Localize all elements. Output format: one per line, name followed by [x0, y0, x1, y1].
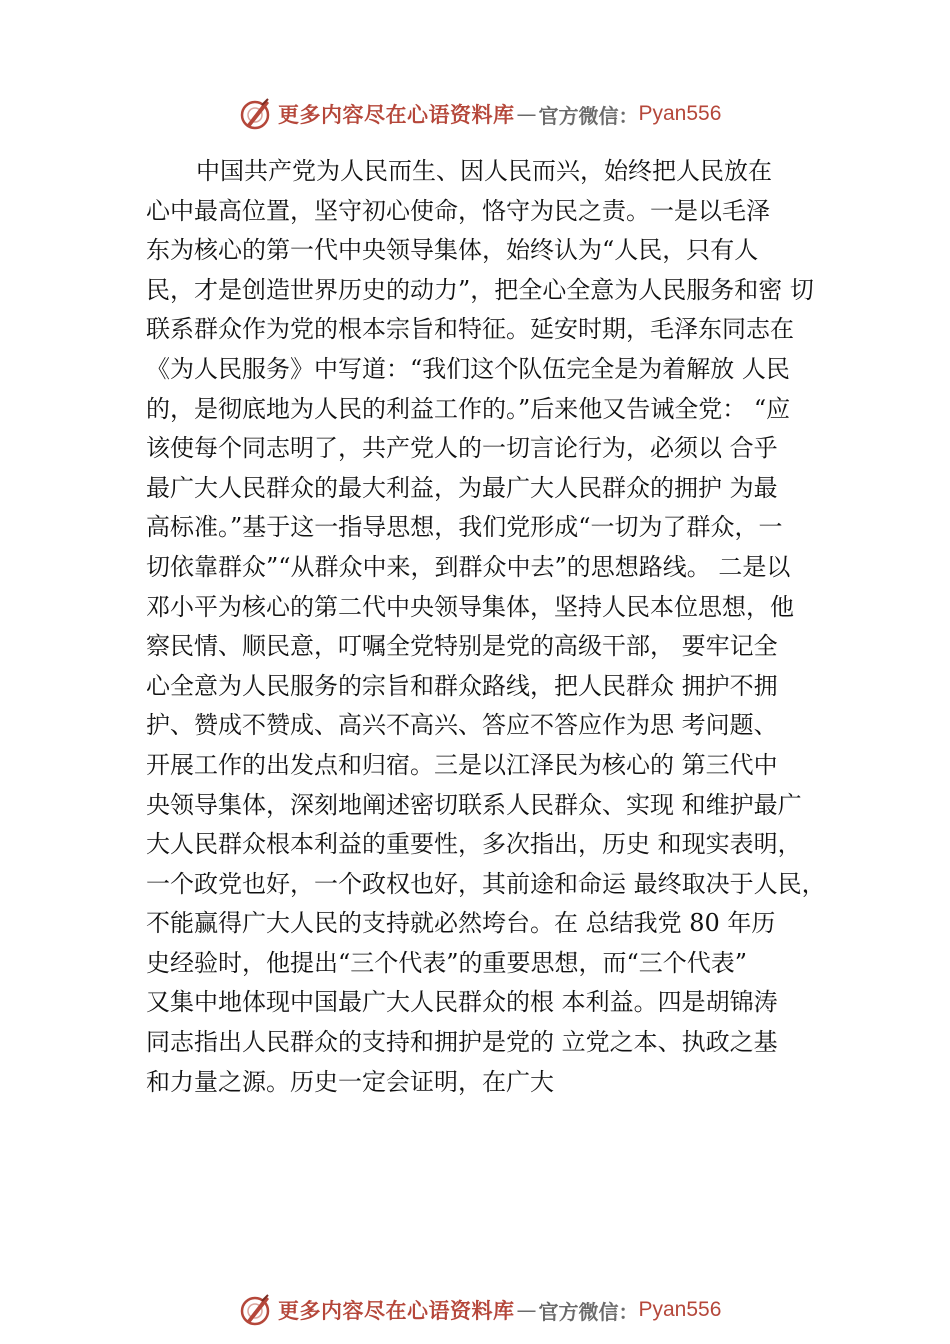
text-line: 最广大人民群众的最大利益，为最广大人民群众的拥护 为最	[146, 473, 778, 502]
text-line: 大人民群众根本利益的重要性，多次指出，历史 和现实表明，	[146, 830, 802, 859]
banner-separator: —	[516, 1298, 537, 1322]
text-line: 心全意为人民服务的宗旨和群众路线，把人民群众 拥护不拥	[146, 671, 778, 700]
quill-pen-circle-icon	[238, 1292, 274, 1328]
text-line: 察民情、顺民意，叮嘱全党特别是党的高级干部， 要牢记全	[146, 632, 778, 661]
text-line: 东为核心的第一代中央领导集体，始终认为“人民，只有人	[146, 236, 759, 265]
document-body	[146, 152, 836, 1102]
wechat-id: Pyan556	[638, 1298, 722, 1321]
text-line: 的，是彻底地为人民的利益工作的。”后来他又告诫全党： “应	[146, 394, 791, 423]
text-line: 同志指出人民群众的支持和拥护是党的 立党之本、执政之基	[146, 1028, 778, 1057]
text-line: 民，才是创造世界历史的动力”，把全心全意为人民服务和密 切	[146, 275, 814, 304]
text-line: 中国共产党为人民而生、因人民而兴，始终把人民放在	[196, 157, 772, 185]
text-line: 又集中地体现中国最广大人民群众的根 本利益。四是胡锦涛	[146, 988, 778, 1017]
banner-title: 更多内容尽在心语资料库	[278, 102, 515, 127]
text-line: 史经验时，他提出“三个代表”的重要思想，而“三个代表”	[146, 948, 748, 977]
wechat-label: 官方微信：	[538, 103, 639, 128]
header-banner	[238, 94, 738, 134]
text-line: 该使每个同志明了，共产党人的一切言论行为，必须以 合乎	[146, 434, 778, 463]
quill-pen-circle-icon	[238, 96, 274, 132]
text-line: 《为人民服务》中写道：“我们这个队伍完全是为着解放 人民	[146, 354, 790, 383]
banner-separator: —	[516, 102, 537, 126]
banner-title: 更多内容尽在心语资料库	[278, 1298, 515, 1323]
text-line: 邓小平为核心的第二代中央领导集体，坚持人民本位思想，他	[146, 592, 794, 621]
text-line: 开展工作的出发点和归宿。三是以江泽民为核心的 第三代中	[146, 750, 778, 779]
text-line: 和力量之源。历史一定会证明，在广大	[146, 1067, 554, 1096]
text-line: 心中最高位置，坚守初心使命，恪守为民之责。一是以毛泽	[146, 196, 770, 225]
footer-banner	[238, 1290, 738, 1330]
text-line: 央领导集体，深刻地阐述密切联系人民群众、实现 和维护最广	[146, 790, 802, 819]
text-line: 一个政党也好，一个政权也好，其前途和命运 最终取决于人民，	[146, 869, 826, 898]
text-line: 护、赞成不赞成、高兴不高兴、答应不答应作为思 考问题、	[146, 711, 778, 740]
text-line: 不能赢得广大人民的支持就必然垮台。在 总结我党 80 年历	[146, 909, 776, 938]
wechat-label: 官方微信：	[538, 1299, 639, 1324]
text-line: 高标准。”基于这一指导思想，我们党形成“一切为了群众，一	[146, 513, 783, 542]
wechat-id: Pyan556	[638, 102, 722, 125]
text-line: 切依靠群众”“从群众中来，到群众中去”的思想路线。 二是以	[146, 552, 791, 581]
text-line: 联系群众作为党的根本宗旨和特征。延安时期，毛泽东同志在	[146, 315, 794, 344]
